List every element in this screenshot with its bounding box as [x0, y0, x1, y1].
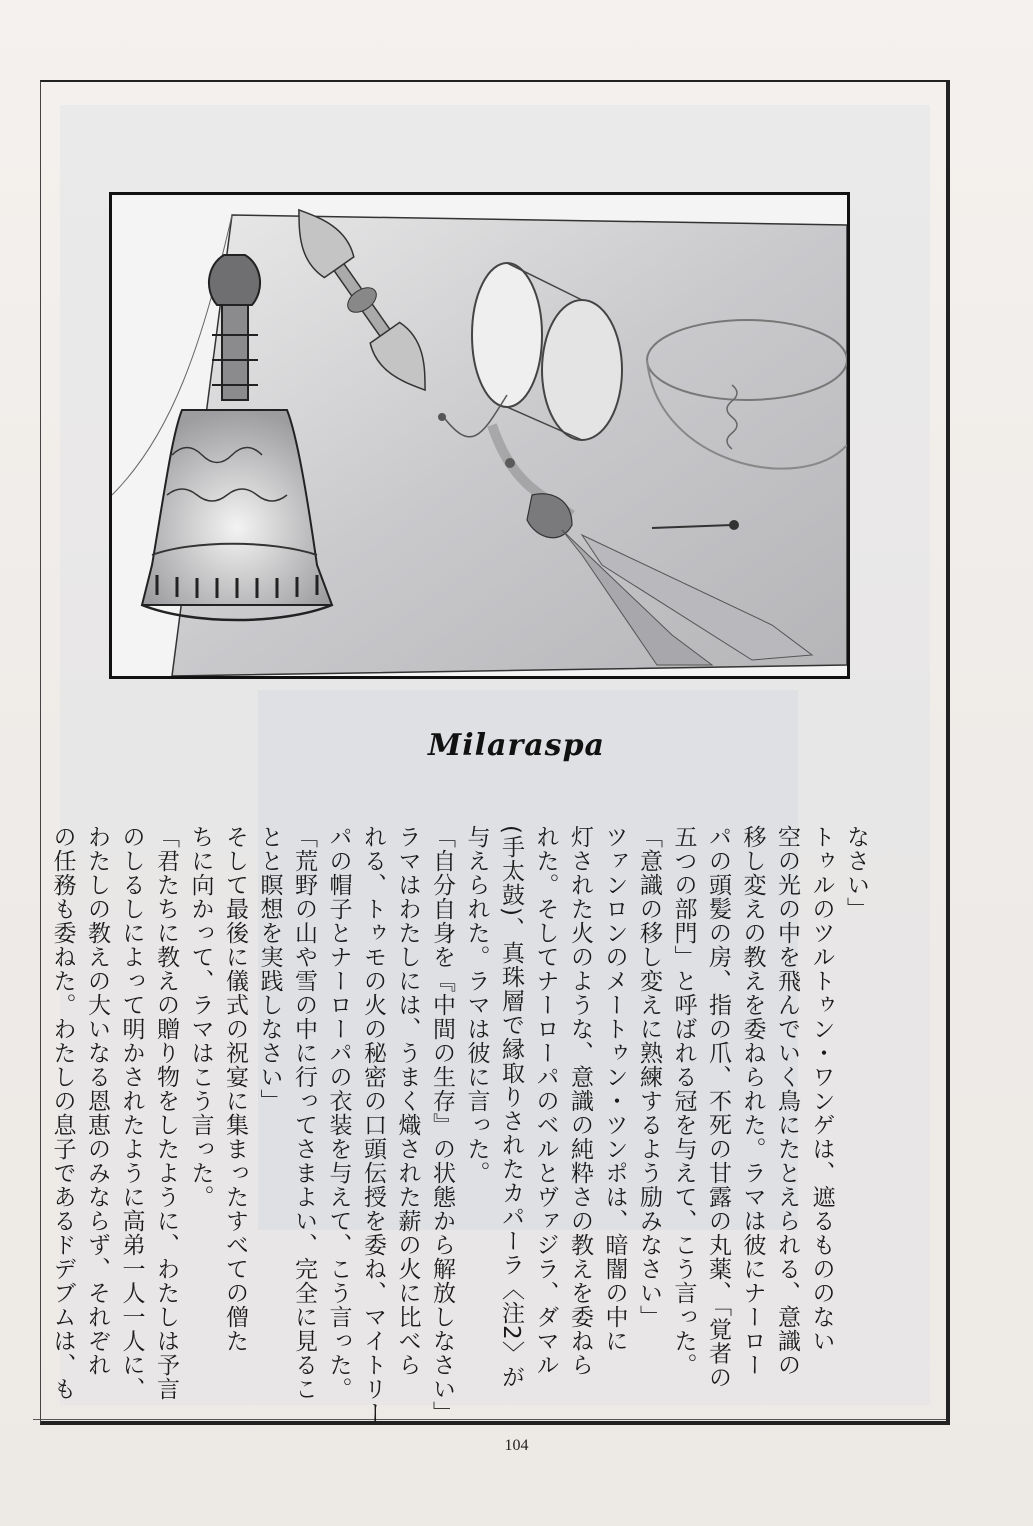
text-line: 「荒野の山や雪の中に行ってさまよい、完全に見るこ — [291, 825, 317, 1401]
text-line: パの帽子とナーローパの衣装を与えて、こう言った。 — [325, 825, 352, 1401]
text-line: ラマはわたしには、うまく熾された薪の火に比べら — [394, 825, 421, 1377]
text-line: そして最後に儀式の祝宴に集まったすべての僧た — [222, 825, 248, 1353]
text-line: ツァンロンのメートゥン・ツンポは、暗闇の中に — [601, 825, 628, 1353]
text-line: とと瞑想を実践しなさい」 — [256, 825, 283, 1113]
text-line: のしるしによって明かされたように高弟一人一人に、 — [118, 825, 145, 1401]
text-line: 空の光の中を飛んでいく鳥にたとえられる、意識の — [774, 825, 800, 1377]
text-line: パの頭髪の房、指の爪、不死の甘露の丸薬、「覚者の — [705, 825, 731, 1390]
text-line: 移し変えの教えを委ねられた。ラマは彼にナーロー — [739, 825, 766, 1377]
text-line: (手太鼓)、真珠層で縁取りされたカパーラ〈注2〉が — [498, 825, 524, 1389]
text-line: 「意識の移し変えに熟練するよう励みなさい」 — [636, 825, 662, 1329]
text-line: トゥルのツルトゥン・ワンゲは、遮るもののない — [808, 825, 835, 1353]
text-line: 与えられた。ラマは彼に言った。 — [463, 825, 490, 1185]
text-line: 「君たちに教えの贈り物をしたように、わたしは予言 — [153, 825, 179, 1401]
vertical-body-text — [45, 825, 873, 1425]
text-line: れた。そしてナーローパのベルとヴァジラ、ダマル — [532, 825, 559, 1377]
ritual-bell-vajra-damaru-icon — [112, 195, 847, 676]
section-title: Milaraspa — [428, 728, 605, 763]
text-line: 「自分自身を『中間の生存』の状態から解放しなさい」 — [429, 825, 455, 1425]
illustration — [109, 192, 850, 679]
text-line: ちに向かって、ラマはこう言った。 — [187, 825, 214, 1209]
text-line: の任務も委ねた。わたしの息子であるドデブムは、も — [49, 825, 76, 1401]
page-number: 104 — [504, 1437, 529, 1454]
text-line: 灯された火のような、意識の純粋さの教えを委ねら — [567, 825, 593, 1377]
text-line: れる、トゥモの火の秘密の口頭伝授を委ね、マイトリー — [360, 825, 386, 1425]
text-line: なさい」 — [843, 825, 869, 921]
text-line: わたしの教えの大いなる恩恵のみならず、それぞれ — [84, 825, 110, 1377]
text-line: 五つの部門」と呼ばれる冠を与えて、こう言った。 — [670, 825, 697, 1377]
